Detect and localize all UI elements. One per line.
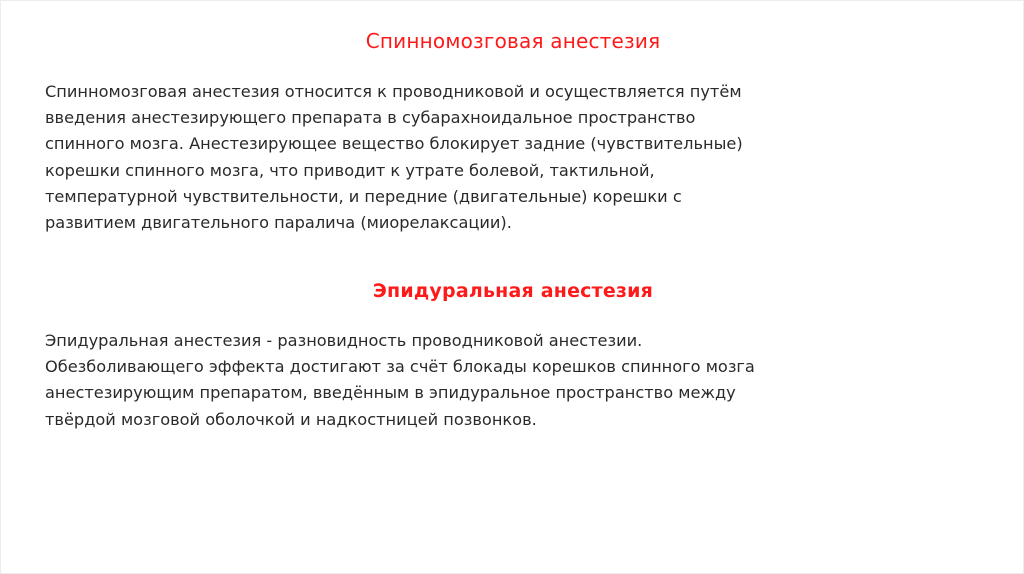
paragraph-epidural-anesthesia <box>45 328 985 433</box>
paragraph-line: введения анестезирующего препарата в субарахноидальное пространство <box>45 108 696 128</box>
section-title-epidural-anesthesia: Эпидуральная анестезия <box>372 280 654 302</box>
paragraph-spinal-anesthesia <box>45 79 985 236</box>
paragraph-line: анестезирующим препаратом, введённым в эпидуральное пространство между <box>45 383 736 403</box>
paragraph-line: развитием двигательного паралича (миорелаксации). <box>45 213 512 233</box>
paragraph-line: корешки спинного мозга, что приводит к утрате болевой, тактильной, <box>45 160 655 180</box>
paragraph-line: температурной чувствительности, и передние (двигательные) корешки с <box>45 186 682 206</box>
paragraph-line: Спинномозговая анестезия относится к проводниковой и осуществляется путём <box>45 82 742 101</box>
paragraph-line: Эпидуральная анестезия - разновидность проводниковой анестезии. <box>45 331 643 350</box>
section-title-spinal-anesthesia: Спинномозговая анестезия <box>365 29 661 53</box>
paragraph-line: спинного мозга. Анестезирующее вещество блокирует задние (чувствительные) <box>45 134 743 154</box>
paragraph-line: твёрдой мозговой оболочкой и надкостницей позвонков. <box>45 409 537 429</box>
paragraph-line: Обезболивающего эффекта достигают за счёт блокады корешков спинного мозга <box>45 357 755 377</box>
